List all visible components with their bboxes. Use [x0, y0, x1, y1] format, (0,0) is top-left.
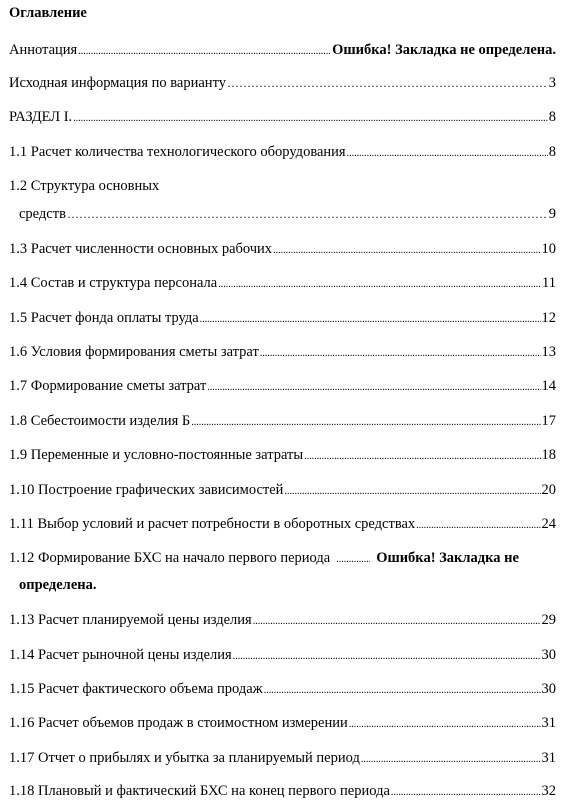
toc-entry-1-10[interactable]	[9, 480, 556, 500]
toc-entry-section-1[interactable]	[9, 107, 556, 127]
toc-entry-1-3[interactable]	[9, 239, 556, 259]
toc-entry-page: 8	[548, 144, 556, 160]
toc-entry-title: 1.16 Расчет объемов продаж в стоимостном измерении	[9, 715, 348, 731]
toc-heading: Оглавление	[9, 5, 87, 21]
toc-entry-title: РАЗДЕЛ I.	[9, 109, 73, 125]
toc-entry-source-info[interactable]	[9, 73, 556, 93]
toc-entry-1-16[interactable]	[9, 713, 556, 733]
toc-entry-title: 1.9 Переменные и условно-постоянные затраты	[9, 447, 304, 463]
toc-leader	[78, 40, 331, 62]
toc-entry-1-11[interactable]	[9, 514, 556, 534]
toc-entry-title: 1.18 Плановый и фактический БХС на конец первого периода	[9, 783, 390, 799]
toc-entry-page: 11	[542, 275, 556, 291]
toc-entry-page: 3	[548, 75, 556, 91]
toc-leader	[227, 73, 548, 93]
toc-entry-page: Ошибка! Закладка не	[376, 550, 519, 566]
toc-entry-page: 29	[541, 612, 556, 628]
toc-entry-title: 1.4 Состав и структура персонала	[9, 275, 218, 291]
toc-entry-page: 12	[541, 310, 556, 326]
toc-entry-1-15[interactable]	[9, 679, 556, 699]
toc-entry-page: 17	[541, 413, 556, 429]
toc-leader	[416, 514, 540, 536]
toc-entry-title: 1.1 Расчет количества технологического оборудования	[9, 144, 346, 160]
toc-entry-title: 1.11 Выбор условий и расчет потребности в оборотных средствах	[9, 516, 416, 532]
toc-entry-title: 1.13 Расчет планируемой цены изделия	[9, 612, 252, 628]
toc-leader	[67, 204, 548, 224]
toc-entry-page: 30	[541, 647, 556, 663]
toc-entry-page: 13	[541, 344, 556, 360]
toc-entry-1-13[interactable]	[9, 610, 556, 630]
toc-leader	[361, 748, 541, 770]
toc-entry-page: 20	[541, 482, 556, 498]
toc-entry-1-5[interactable]	[9, 308, 556, 328]
toc-entry-1-17[interactable]	[9, 748, 556, 768]
toc-entry-continuation: средств	[19, 206, 66, 222]
toc-leader	[260, 342, 541, 364]
toc-leader	[304, 445, 540, 467]
toc-entry-1-14[interactable]	[9, 645, 556, 665]
toc-entry-title: 1.15 Расчет фактического объема продаж	[9, 681, 263, 697]
toc-leader	[73, 107, 548, 129]
toc-entry-1-18[interactable]	[9, 781, 556, 801]
toc-entry-page: 31	[541, 750, 556, 766]
toc-leader	[347, 142, 548, 164]
toc-leader	[349, 713, 541, 735]
toc-entry-title: 1.14 Расчет рыночной цены изделия	[9, 647, 232, 663]
toc-entry-1-9[interactable]	[9, 445, 556, 465]
toc-entry-title: 1.3 Расчет численности основных рабочих	[9, 241, 273, 257]
toc-leader	[273, 239, 540, 261]
toc-leader	[191, 411, 540, 433]
toc-entry-title: 1.7 Формирование сметы затрат	[9, 378, 207, 394]
toc-leader	[233, 645, 541, 667]
toc-entry-1-6[interactable]	[9, 342, 556, 362]
toc-entry-page: 30	[541, 681, 556, 697]
toc-entry-title: 1.5 Расчет фонда оплаты труда	[9, 310, 199, 326]
toc-entry-page: 9	[548, 206, 556, 222]
toc-leader	[200, 308, 541, 330]
toc-entry-title: 1.6 Условия формирования сметы затрат	[9, 344, 259, 360]
toc-leader	[336, 548, 370, 570]
toc-entry-title: Исходная информация по варианту	[9, 75, 226, 91]
toc-entry-annotation[interactable]	[9, 40, 556, 60]
toc-entry-title: 1.17 Отчет о прибылях и убытка за планируемый период	[9, 750, 360, 766]
toc-entry-1-12[interactable]	[9, 548, 556, 568]
toc-leader	[253, 610, 541, 632]
toc-entry-page: 14	[541, 378, 556, 394]
toc-entry-page: 18	[541, 447, 556, 463]
toc-entry-1-2[interactable]	[19, 204, 556, 224]
toc-leader	[391, 781, 541, 803]
toc-entry-page: 31	[541, 715, 556, 731]
toc-entry-title: 1.10 Построение графических зависимостей	[9, 482, 284, 498]
toc-entry-title: 1.12 Формирование БХС на начало первого периода	[9, 550, 331, 566]
toc-leader	[284, 480, 540, 502]
toc-entry-title: 1.8 Себестоимости изделия Б	[9, 413, 191, 429]
toc-entry-1-1[interactable]	[9, 142, 556, 162]
toc-entry-page: 32	[541, 783, 556, 799]
toc-entry-page: 10	[541, 241, 556, 257]
toc-entry-title: Аннотация	[9, 42, 78, 58]
toc-entry-page: 8	[548, 109, 556, 125]
toc-entry-1-7[interactable]	[9, 376, 556, 396]
toc-entry-1-4[interactable]	[9, 273, 556, 293]
toc-entry-page: 24	[541, 516, 556, 532]
toc-entry-page: Ошибка! Закладка не определена.	[332, 42, 556, 58]
toc-leader	[207, 376, 540, 398]
toc-entry-1-12-continuation: определена.	[19, 577, 97, 593]
toc-entry-1-8[interactable]	[9, 411, 556, 431]
toc-entry-1-2-title[interactable]: 1.2 Структура основных	[9, 178, 160, 194]
toc-leader	[264, 679, 541, 701]
toc-leader	[218, 273, 541, 295]
